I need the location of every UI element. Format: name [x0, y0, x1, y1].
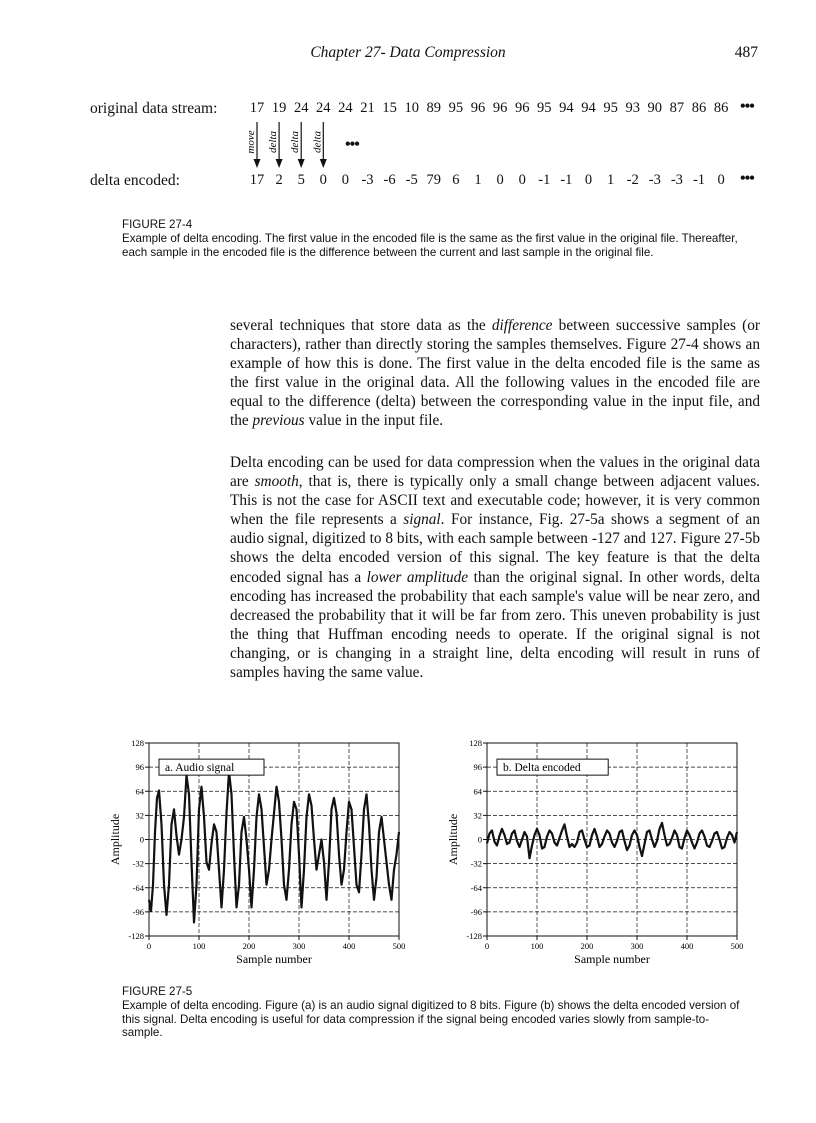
x-axis-label: Sample number: [574, 952, 650, 966]
original-value: 94: [581, 100, 596, 116]
original-value: 95: [603, 100, 618, 116]
arrow-label: move: [245, 130, 257, 154]
body-paragraph-2: Delta encoding can be used for data compression when the values in the original data are smooth, that is, there is typically only a small change between adjacent values. This is not the case for ASCII text and executable code; however, it is very common when the file represents a signal. For instance, Fig. 27-5a shows a segment of an audio signal, digitized to 8 bits, with each sample between -127 and 127. Figure 27-5b shows the delta encoded version of this signal. The key feature is that the delta encoded signal has a lower amplitude than the original signal. In other words, delta encoding has increased the probability that each sample's value will be near zero, and decreased the probability that it will be far from zero. This uneven probability is just the thing that Huffman encoding needs to operate. If the original signal is not changing, or is changing in a straight line, delta encoding will result in runs of samples having the same value.: [230, 454, 760, 682]
y-tick-label: -64: [470, 882, 482, 893]
y-tick-label: 64: [135, 786, 144, 797]
x-tick-label: 300: [630, 941, 644, 951]
encoded-stream-label: delta encoded:: [90, 172, 180, 189]
encoded-value: -1: [538, 172, 551, 188]
original-value: 96: [492, 100, 508, 116]
original-ellipsis: •••: [740, 98, 754, 115]
encoded-value: -6: [383, 172, 396, 188]
y-tick-label: 32: [135, 810, 144, 821]
original-value: 89: [426, 100, 442, 116]
arrow-head: [298, 159, 305, 168]
chart-title: a. Audio signal: [165, 762, 235, 775]
original-value: 86: [713, 100, 729, 116]
y-tick-label: -32: [132, 858, 144, 869]
original-value: 94: [559, 100, 574, 116]
encoded-value: 2: [275, 172, 283, 188]
x-tick-label: 400: [680, 941, 694, 951]
encoded-value: 0: [717, 172, 725, 188]
chart-delta-encoded: [444, 732, 754, 972]
original-value: 96: [470, 100, 486, 116]
chart-audio-signal: [106, 732, 416, 972]
original-value: 90: [647, 100, 663, 116]
y-tick-label: 64: [473, 786, 482, 797]
figure-27-4-caption: [122, 218, 742, 259]
x-tick-label: 200: [242, 941, 256, 951]
series-line-audio: [149, 772, 399, 923]
figure-27-5-caption: [122, 985, 742, 1040]
arrow-label: delta: [311, 131, 324, 153]
original-value: 19: [271, 100, 287, 116]
y-axis-label: Amplitude: [446, 813, 460, 866]
encoded-value: -1: [560, 172, 573, 188]
figure-27-4-label: FIGURE 27-4: [122, 218, 193, 231]
y-tick-label: 96: [135, 762, 144, 773]
y-tick-label: -96: [132, 906, 144, 917]
original-value: 86: [691, 100, 707, 116]
encoded-value: 0: [341, 172, 350, 188]
figure-27-5-label: FIGURE 27-5: [122, 985, 193, 998]
encoded-value: 0: [319, 172, 327, 188]
y-tick-label: 32: [473, 810, 482, 821]
y-axis-label: Amplitude: [108, 813, 122, 866]
arrow-head: [276, 159, 283, 168]
x-tick-label: 400: [342, 941, 356, 951]
y-tick-label: -128: [128, 931, 144, 941]
encoded-ellipsis: •••: [740, 170, 754, 187]
original-value: 10: [404, 100, 419, 116]
y-tick-label: 96: [473, 762, 482, 773]
encoded-value: 5: [297, 172, 305, 188]
encoded-value: 0: [496, 172, 504, 188]
x-tick-label: 300: [292, 941, 306, 951]
y-tick-label: -64: [132, 882, 144, 893]
original-value: 21: [360, 100, 375, 116]
page-number: 487: [734, 44, 758, 61]
x-tick-label: 200: [580, 941, 594, 951]
encoded-value: -3: [670, 172, 683, 188]
encoded-value: -5: [405, 172, 418, 188]
original-value: 95: [448, 100, 464, 116]
original-value: 24: [316, 100, 331, 116]
encoded-value: -2: [626, 172, 639, 188]
arrow-head: [320, 159, 327, 168]
series-line-delta: [487, 823, 737, 858]
y-tick-label: -128: [466, 931, 482, 941]
body-paragraph-1: several techniques that store data as the difference between successive samples (or characters), rather than directly storing the samples themselves. Figure 27-4 shows an example of how this is done. The first value in the delta encoded file is the same as the first value in the original data. All the following values in the encoded file are equal to the difference (delta) between the corresponding value in the input file, and the previous value in the input file.: [230, 317, 760, 430]
y-tick-label: 128: [131, 738, 144, 748]
figure-27-5-caption-text: Example of delta encoding. Figure (a) is an audio signal digitized to 8 bits. Figure (b) shows the delta encoded version of this signal. Delta encoding is useful for data compression if the signal being encoded varies slowly from sample-to-sample.: [122, 998, 740, 1040]
encoded-value: -3: [361, 172, 374, 188]
x-tick-label: 500: [730, 941, 744, 951]
x-tick-label: 100: [192, 941, 206, 951]
y-tick-label: -32: [470, 858, 482, 869]
original-value: 93: [625, 100, 640, 116]
y-tick-label: 0: [477, 834, 482, 845]
original-value: 95: [537, 100, 552, 116]
encoded-value: 17: [249, 172, 265, 188]
chart-title: b. Delta encoded: [503, 762, 581, 775]
original-value: 17: [249, 100, 265, 116]
arrow-label: delta: [289, 131, 302, 153]
delta-arrows: [240, 118, 380, 178]
original-value: 24: [293, 100, 309, 116]
original-stream-label: original data stream:: [90, 100, 218, 117]
x-tick-label: 100: [530, 941, 544, 951]
encoded-value: -3: [648, 172, 661, 188]
y-tick-label: 128: [469, 738, 482, 748]
encoded-value: 6: [452, 172, 460, 188]
original-value: 96: [514, 100, 530, 116]
original-value: 15: [382, 100, 397, 116]
x-tick-label: 0: [484, 941, 490, 951]
figure-27-4-caption-text: Example of delta encoding. The first value in the encoded file is the same as the first value in the original file. Thereafter, each sample in the encoded file is the difference between the current and last sample in the original file.: [122, 231, 738, 259]
encoded-value: 79: [426, 172, 442, 188]
arrow-label: delta: [267, 131, 280, 153]
x-tick-label: 0: [146, 941, 152, 951]
encoded-value: -1: [692, 172, 706, 188]
x-tick-label: 500: [392, 941, 406, 951]
original-value: 87: [669, 100, 685, 116]
encoded-value: 0: [518, 172, 526, 188]
arrow-head: [254, 159, 261, 168]
encoded-value: 0: [584, 172, 593, 188]
encoded-value: 1: [474, 172, 482, 188]
y-tick-label: -96: [470, 906, 482, 917]
original-value: 24: [338, 100, 353, 116]
x-axis-label: Sample number: [236, 952, 312, 966]
arrows-ellipsis: •••: [345, 136, 359, 153]
encoded-value: 1: [606, 172, 615, 188]
y-tick-label: 0: [139, 834, 144, 845]
chapter-title: Chapter 27- Data Compression: [310, 44, 506, 61]
